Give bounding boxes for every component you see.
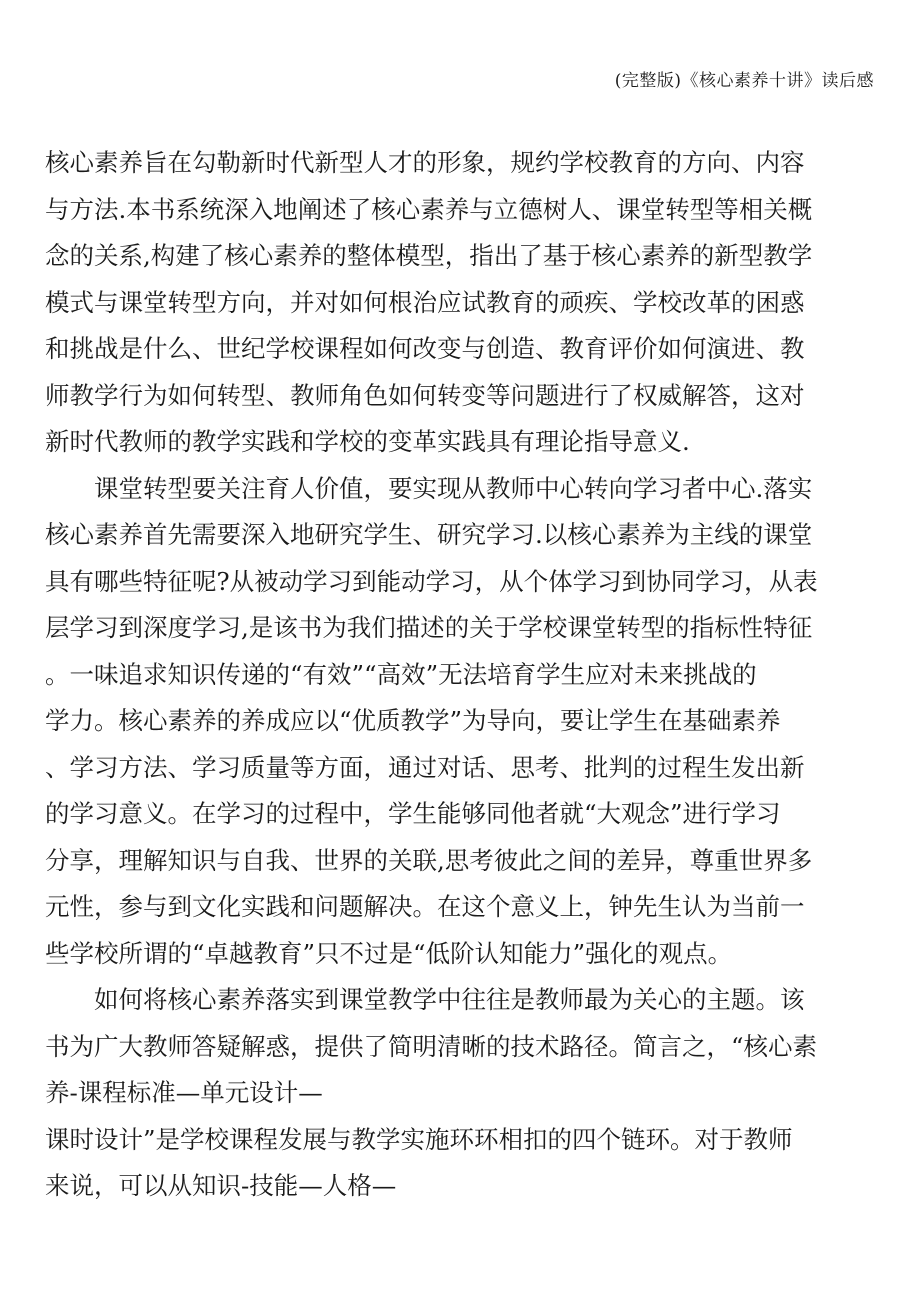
paragraph-1 [45, 140, 875, 466]
text-line: 课堂转型要关注育人价值，要实现从教师中心转向学习者中心.落实 [45, 473, 813, 503]
paragraph-3 [45, 977, 875, 1210]
text-line: 与方法.本书系统深入地阐述了核心素养与立德树人、课堂转型等相关概 [45, 194, 813, 224]
text-line: 来说，可以从知识-技能—人格— [45, 1171, 397, 1200]
paragraph-2 [45, 466, 875, 978]
text-line: 具有哪些特征呢?从被动学习到能动学习，从个体学习到协同学习，从表 [45, 566, 818, 596]
text-line: 层学习到深度学习,是该书为我们描述的关于学校课堂转型的指标性特征 [45, 613, 813, 642]
text-line: 。一味追求知识传递的“有效”“高效”无法培育学生应对未来挑战的 [45, 659, 757, 689]
text-line: 模式与课堂转型方向，并对如何根治应试教育的顽疾、学校改革的困惑 [45, 287, 805, 317]
text-line: 、学习方法、学习质量等方面，通过对话、思考、批判的过程生发出新 [45, 752, 805, 782]
text-line: 念的关系,构建了核心素养的整体模型，指出了基于核心素养的新型教学 [45, 241, 813, 270]
text-line: 如何将核心素养落实到课堂教学中往往是教师最为关心的主题。该 [45, 985, 805, 1014]
text-line: 分享，理解知识与自我、世界的关联,思考彼此之间的差异，尊重世界多 [45, 845, 813, 875]
text-line: 的学习意义。在学习的过程中，学生能够同他者就“大观念”进行学习 [45, 799, 781, 828]
text-line: 新时代教师的教学实践和学校的变革实践具有理论指导意义. [45, 427, 690, 456]
text-line: 核心素养首先需要深入地研究学生、研究学习.以核心素养为主线的课堂 [45, 520, 813, 549]
text-line: 核心素养旨在勾勒新时代新型人才的形象，规约学校教育的方向、内容 [45, 148, 805, 177]
text-line: 师教学行为如何转型、教师角色如何转变等问题进行了权威解答，这对 [45, 380, 805, 410]
text-line: 元性，参与到文化实践和问题解决。在这个意义上，钟先生认为当前一 [45, 892, 805, 921]
document-body [45, 140, 875, 1210]
text-line: 和挑战是什么、世纪学校课程如何改变与创造、教育评价如何演进、教 [45, 334, 805, 363]
text-line: 些学校所谓的“卓越教育”只不过是“低阶认知能力”强化的观点。 [45, 938, 733, 968]
text-line: 养-课程标准—单元设计— [45, 1078, 323, 1107]
text-line: 书为广大教师答疑解惑，提供了简明清晰的技术路径。简言之，“核心素 [45, 1031, 818, 1061]
page-header: (完整版)《核心素养十讲》读后感 [614, 71, 874, 91]
text-line: 课时设计”是学校课程发展与教学实施环环相扣的四个链环。对于教师 [45, 1124, 793, 1154]
text-line: 学力。核心素养的养成应以“优质教学”为导向，要让学生在基础素养 [45, 706, 781, 735]
